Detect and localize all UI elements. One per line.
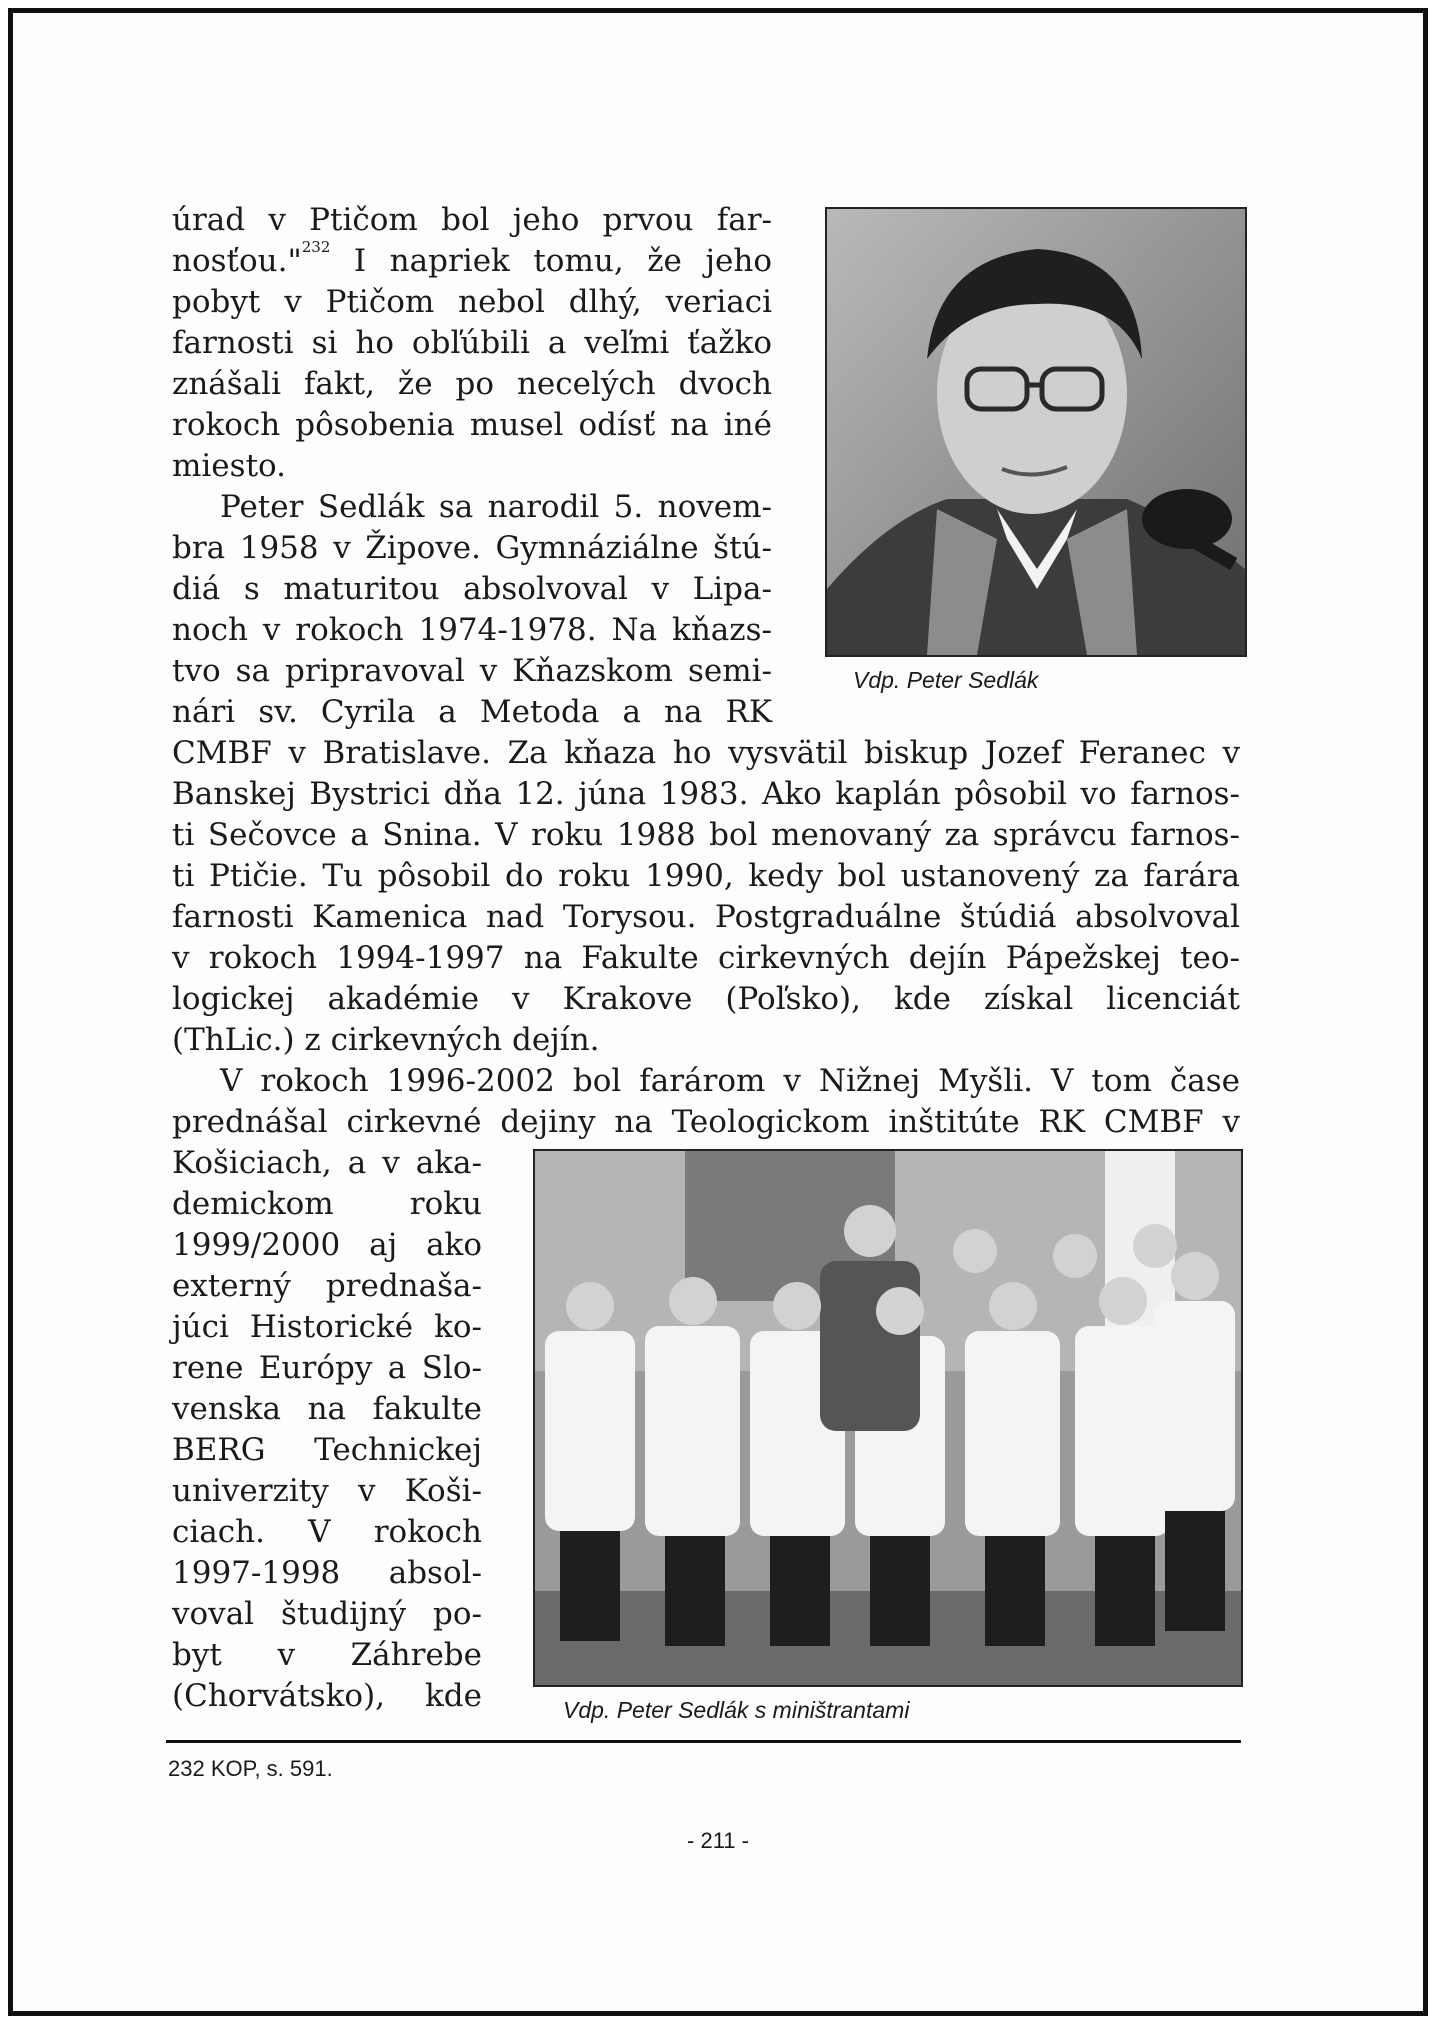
text-column-top bbox=[172, 200, 772, 733]
text-line: CMBF v Bratislave. Za kňaza ho vysvätil biskup Jozef Feranec v bbox=[172, 735, 1240, 771]
text-line: v rokoch 1994-1997 na Fakulte cirkevných dejín Pápežskej teo- bbox=[172, 940, 1240, 976]
text-line: úrad v Ptičom bol jeho prvou far- bbox=[172, 202, 772, 238]
text-line: farnosti Kamenica nad Torysou. Postgraduálne štúdiá absolvoval bbox=[172, 899, 1240, 935]
text-line: miesto. bbox=[172, 448, 286, 484]
text-line: voval študijný po- bbox=[172, 1596, 482, 1632]
text-line: 1997-1998 absol- bbox=[172, 1555, 482, 1591]
portrait-photo bbox=[825, 207, 1247, 657]
text-line: nári sv. Cyrila a Metoda a na RK bbox=[172, 694, 772, 730]
footnote-rule bbox=[166, 1740, 1241, 1743]
text-line: 1999/2000 aj ako bbox=[172, 1227, 482, 1263]
text-line: V rokoch 1996-2002 bol farárom v Nižnej Myšli. V tom čase bbox=[220, 1063, 1240, 1099]
text-line: BERG Technickej bbox=[172, 1432, 482, 1468]
text-line: ciach. V rokoch bbox=[172, 1514, 482, 1550]
text-fragment: nosťou." bbox=[172, 243, 302, 279]
text-fragment: I napriek tomu, že jeho bbox=[330, 243, 772, 279]
portrait-illustration bbox=[827, 209, 1245, 655]
text-line: tvo sa pripravoval v Kňazskom semi- bbox=[172, 653, 772, 689]
text-line: rokoch pôsobenia musel odísť na iné bbox=[172, 407, 772, 443]
text-line bbox=[172, 238, 772, 282]
text-line: júci Historické ko- bbox=[172, 1309, 482, 1345]
text-line: pobyt v Ptičom nebol dlhý, veriaci bbox=[172, 284, 772, 320]
text-column-bottom bbox=[172, 1143, 482, 1717]
text-line: ti Sečovce a Snina. V roku 1988 bol menovaný za správcu farnos- bbox=[172, 817, 1240, 853]
text-line: demickom roku bbox=[172, 1186, 482, 1222]
text-line: venska na fakulte bbox=[172, 1391, 482, 1427]
text-line: Peter Sedlák sa narodil 5. novem- bbox=[220, 489, 772, 525]
text-line: ti Ptičie. Tu pôsobil do roku 1990, kedy bol ustanovený za farára bbox=[172, 858, 1240, 894]
footnote-ref: 232 bbox=[301, 238, 331, 256]
text-line: (ThLic.) z cirkevných dejín. bbox=[172, 1022, 600, 1058]
text-line: Banskej Bystrici dňa 12. júna 1983. Ako kaplán pôsobil vo farnos- bbox=[172, 776, 1240, 812]
text-line: byt v Záhrebe bbox=[172, 1637, 482, 1673]
text-line: externý prednaša- bbox=[172, 1268, 482, 1304]
group-photo bbox=[533, 1149, 1243, 1687]
text-line: logickej akadémie v Krakove (Poľsko), kde získal licenciát bbox=[172, 981, 1240, 1017]
text-line: noch v rokoch 1974-1978. Na kňazs- bbox=[172, 612, 772, 648]
text-line: farnosti si ho obľúbili a veľmi ťažko bbox=[172, 325, 772, 361]
page-number: - 211 - bbox=[687, 1828, 749, 1853]
text-line: bra 1958 v Žipove. Gymnáziálne štú- bbox=[172, 530, 772, 566]
text-line: diá s maturitou absolvoval v Lipa- bbox=[172, 571, 772, 607]
footnote: 232 KOP, s. 591. bbox=[168, 1756, 333, 1781]
text-line: rene Európy a Slo- bbox=[172, 1350, 482, 1386]
text-line: znášali fakt, že po necelých dvoch bbox=[172, 366, 772, 402]
text-line: (Chorvátsko), kde bbox=[172, 1678, 482, 1714]
group-illustration bbox=[535, 1151, 1241, 1685]
portrait-caption: Vdp. Peter Sedlák bbox=[853, 667, 1039, 693]
group-caption: Vdp. Peter Sedlák s miništrantami bbox=[563, 1697, 910, 1723]
text-line: Košiciach, a v aka- bbox=[172, 1145, 482, 1181]
text-column-middle bbox=[172, 733, 1240, 1143]
text-line: univerzity v Koši- bbox=[172, 1473, 482, 1509]
text-line: prednášal cirkevné dejiny na Teologickom inštitúte RK CMBF v bbox=[172, 1104, 1240, 1140]
